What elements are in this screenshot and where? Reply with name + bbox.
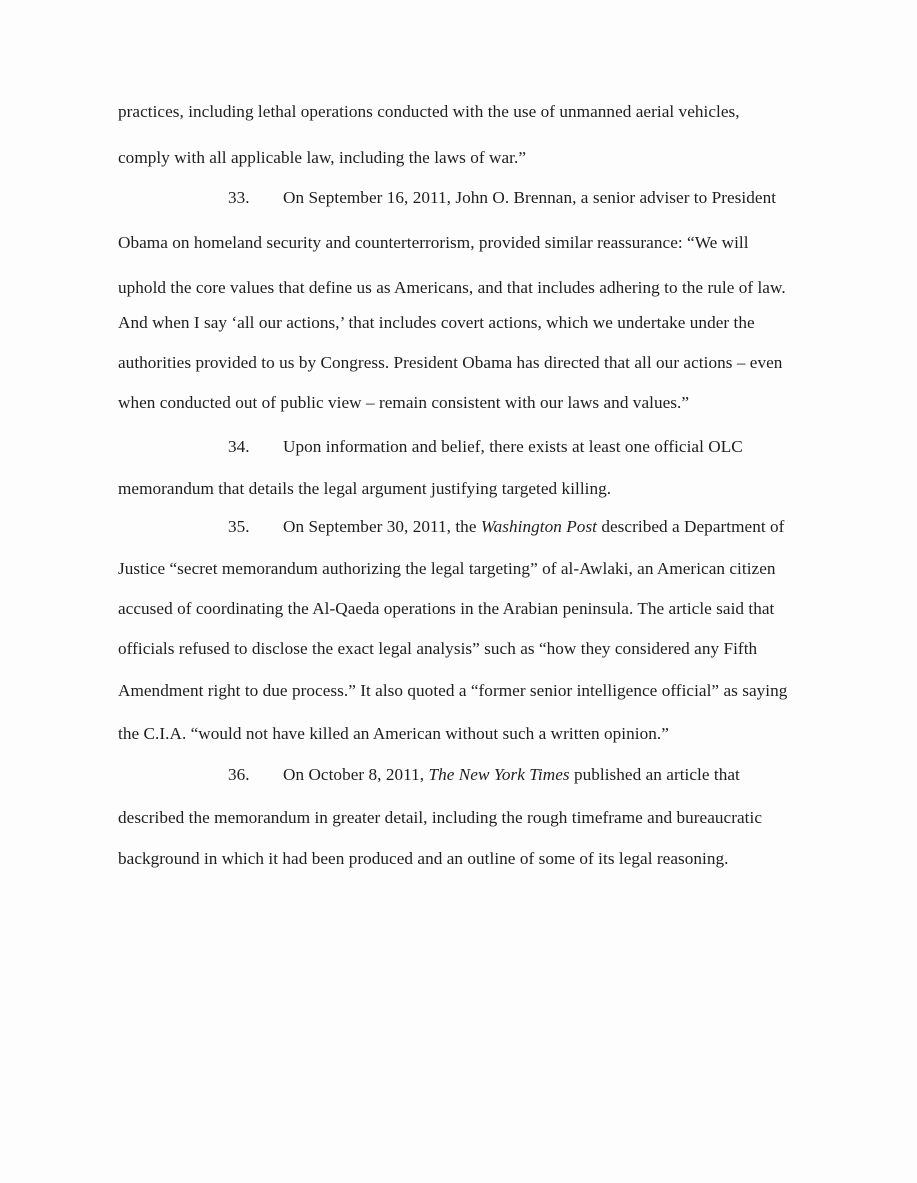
text-line: authorities provided to us by Congress. President Obama has directed that all our actions – even <box>118 353 783 372</box>
text-line: officials refused to disclose the exact legal analysis” such as “how they considered any Fifth <box>118 639 758 658</box>
text-line: uphold the core values that define us as Americans, and that includes adhering to the rule of law. <box>118 278 786 297</box>
paragraph-text: described a Department of <box>597 517 785 536</box>
paragraph-number: 34. <box>228 437 250 456</box>
text-line: the C.I.A. “would not have killed an American without such a written opinion.” <box>118 724 669 743</box>
paragraph-34-first-line <box>228 436 743 458</box>
publication-title: The New York Times <box>428 765 570 784</box>
text-line: described the memorandum in greater detail, including the rough timeframe and bureaucratic <box>118 808 763 827</box>
text-line: practices, including lethal operations conducted with the use of unmanned aerial vehicles, <box>118 102 740 121</box>
paragraph-number: 33. <box>228 188 250 207</box>
publication-title: Washington Post <box>480 517 598 536</box>
text-line: background in which it had been produced and an outline of some of its legal reasoning. <box>118 849 729 868</box>
text-line: memorandum that details the legal argument justifying targeted killing. <box>118 479 612 498</box>
paragraph-text: On September 16, 2011, John O. Brennan, a senior adviser to President <box>283 188 777 207</box>
paragraph-text: On September 30, 2011, the <box>283 517 481 536</box>
text-line: Justice “secret memorandum authorizing the legal targeting” of al-Awlaki, an American citizen <box>118 559 776 578</box>
paragraph-text: On October 8, 2011, <box>283 765 429 784</box>
text-line: accused of coordinating the Al-Qaeda operations in the Arabian peninsula. The article said that <box>118 599 775 618</box>
text-line: Obama on homeland security and counterterrorism, provided similar reassurance: “We will <box>118 233 749 252</box>
paragraph-text: published an article that <box>569 765 740 784</box>
paragraph-33-first-line <box>228 187 776 209</box>
paragraph-36-first-line <box>228 764 740 786</box>
text-line: comply with all applicable law, including the laws of war.” <box>118 148 527 167</box>
text-line: Amendment right to due process.” It also quoted a “former senior intelligence official” as saying <box>118 681 788 700</box>
paragraph-35-first-line <box>228 516 784 538</box>
text-line: And when I say ‘all our actions,’ that includes covert actions, which we undertake under the <box>118 313 755 332</box>
paragraph-text: Upon information and belief, there exists at least one official OLC <box>283 437 743 456</box>
text-line: when conducted out of public view – remain consistent with our laws and values.” <box>118 393 690 412</box>
paragraph-number: 36. <box>228 765 250 784</box>
paragraph-number: 35. <box>228 517 250 536</box>
